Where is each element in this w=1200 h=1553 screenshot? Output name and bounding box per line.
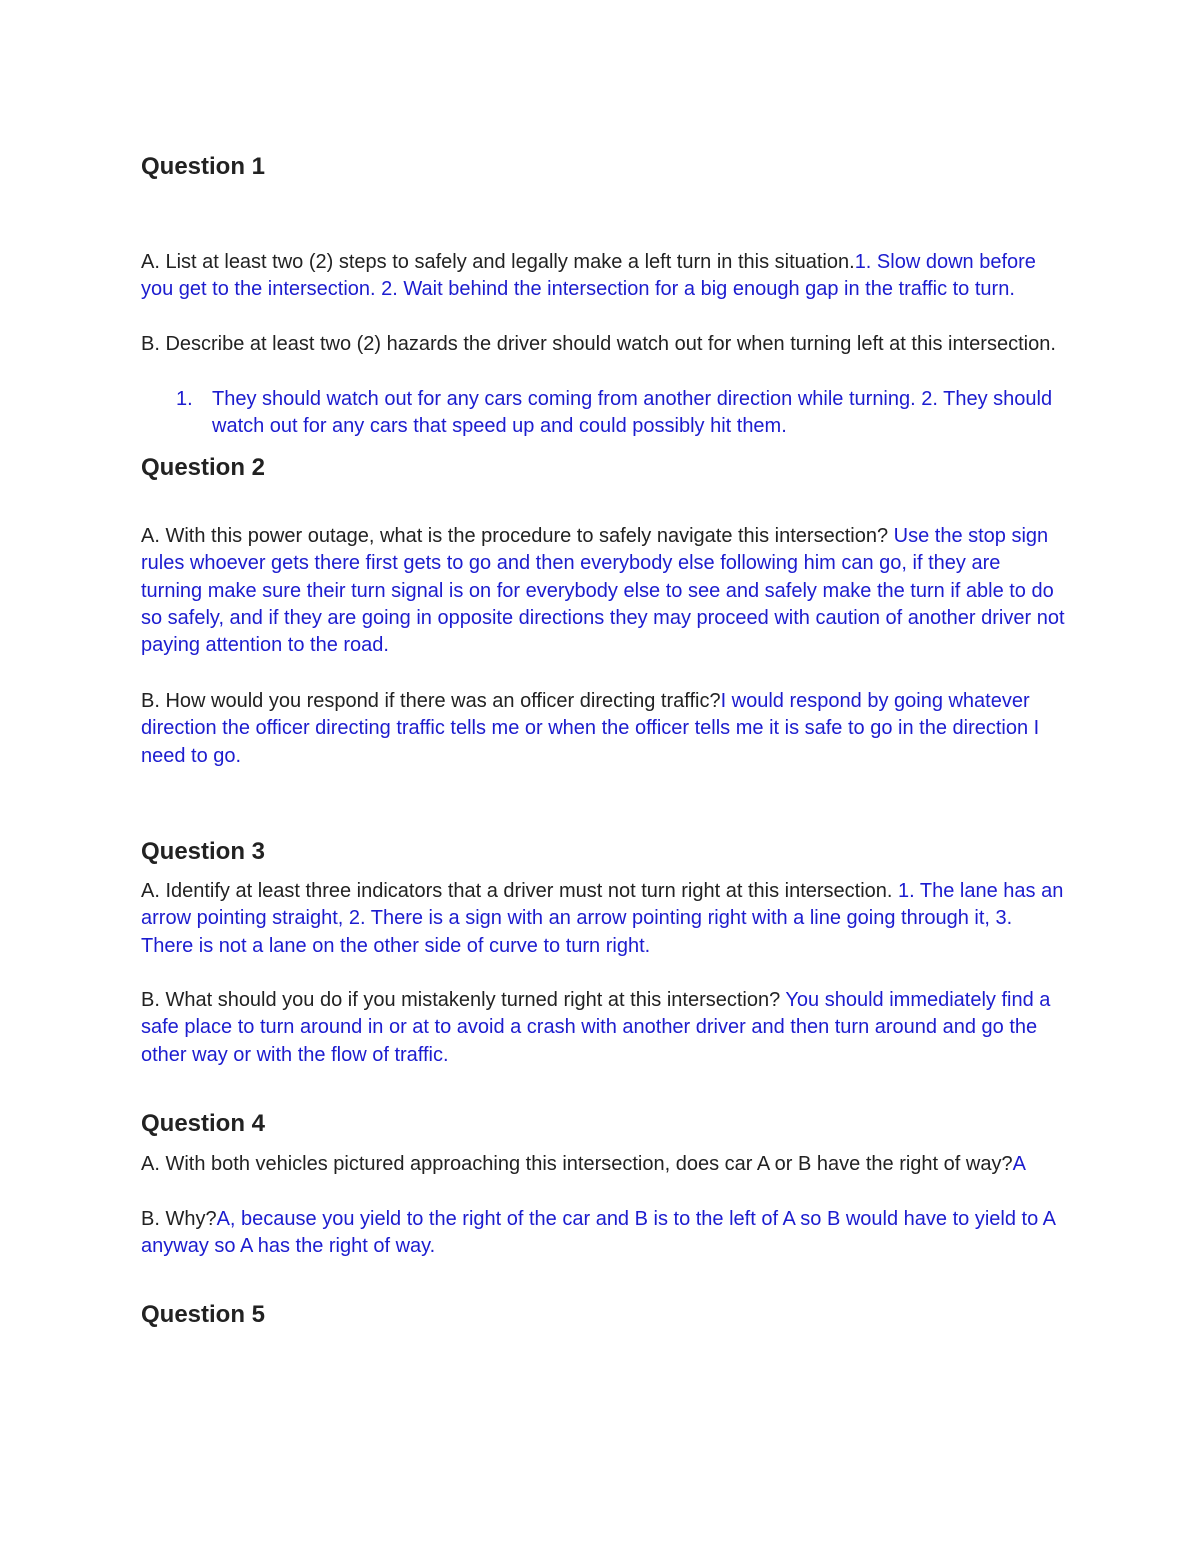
question-4-a-answer: A (1012, 1153, 1026, 1175)
question-3-a-prompt: A. Identify at least three indicators that a driver must not turn right at this intersection. (141, 880, 899, 902)
question-3-heading: Question 3 (141, 838, 266, 865)
question-3-part-b (141, 987, 1066, 1069)
list-number: 1. (176, 388, 193, 410)
question-1-a-answer: 1. Slow down before you get to the intersection. 2. Wait behind the intersection for a big enough gap in the traffic to turn. (141, 251, 1036, 301)
question-3-b-prompt: B. What should you do if you mistakenly turned right at this intersection? (141, 989, 786, 1011)
question-4-heading: Question 4 (141, 1110, 266, 1137)
question-1-b-prompt: B. Describe at least two (2) hazards the driver should watch out for when turning left at this intersection. (141, 333, 1056, 355)
question-4-part-a (141, 1151, 1066, 1178)
question-4-a-prompt: A. With both vehicles pictured approaching this intersection, does car A or B have the right of way? (141, 1153, 1013, 1175)
question-2-a-prompt: A. With this power outage, what is the procedure to safely navigate this intersection? (141, 525, 894, 547)
question-2-part-a (141, 523, 1066, 659)
question-3-a-answer: 1. The lane has an arrow pointing straight, 2. There is a sign with an arrow pointing right with a line going through it, 3. There is not a lane on the other side of curve to turn right. (141, 880, 1064, 957)
question-1-b-answer-list (141, 386, 1066, 441)
question-2-part-b (141, 688, 1066, 770)
question-4-part-b (141, 1206, 1066, 1261)
question-3-part-a (141, 878, 1066, 960)
question-4-b-answer: A, because you yield to the right of the car and B is to the left of A so B would have to yield to A anyway so A has the right of way. (141, 1208, 1055, 1258)
question-1-heading: Question 1 (141, 153, 266, 180)
question-4-b-prompt: B. Why? (141, 1208, 217, 1230)
question-1-part-a (141, 249, 1066, 304)
question-2-a-answer: Use the stop sign rules whoever gets there first gets to go and then everybody else following him can go, if they are turning make sure their turn signal is on for everybody else to see and safely make the turn if able to do so safely, and if they are going in opposite directions they may proceed with caution of another driver not paying attention to the road. (141, 525, 1065, 657)
question-1-a-prompt: A. List at least two (2) steps to safely and legally make a left turn in this situation. (141, 251, 855, 273)
question-2-b-prompt: B. How would you respond if there was an officer directing traffic? (141, 690, 721, 712)
question-2-b-answer: I would respond by going whatever direction the officer directing traffic tells me or when the officer tells me it is safe to go in the direction I need to go. (141, 690, 1040, 767)
question-5-heading: Question 5 (141, 1301, 266, 1328)
document-page (141, 0, 1066, 1553)
question-3-b-answer: You should immediately find a safe place to turn around in or at to avoid a crash with another driver and then turn around and go the other way or with the flow of traffic. (141, 989, 1051, 1066)
list-item (141, 386, 1066, 441)
question-2-heading: Question 2 (141, 454, 266, 481)
question-1-b-answer: They should watch out for any cars coming from another direction while turning. 2. They should watch out for any cars that speed up and could possibly hit them. (212, 388, 1053, 438)
